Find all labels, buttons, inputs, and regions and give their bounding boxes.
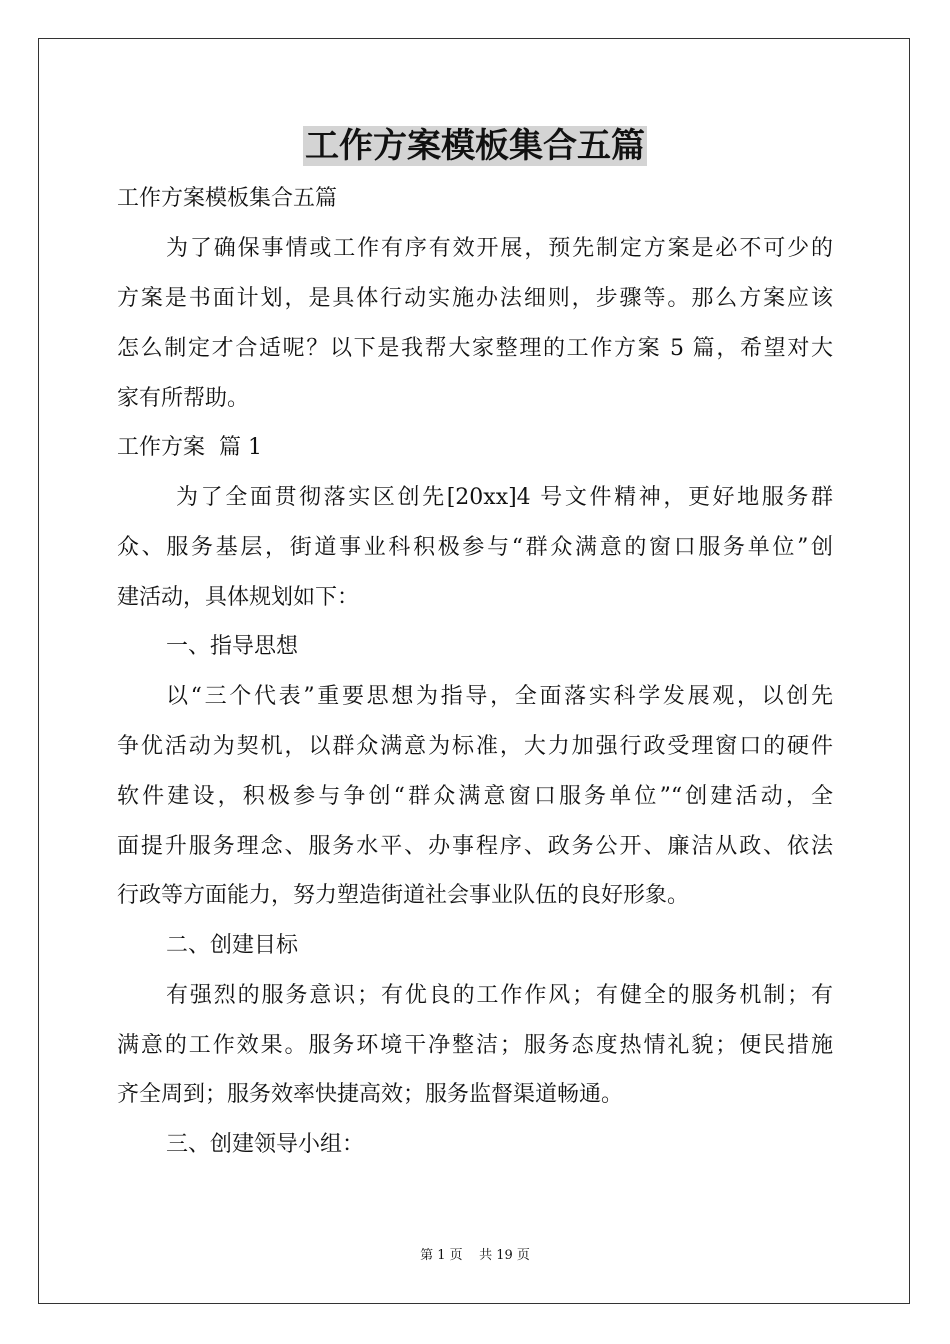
heading-guiding-thought: 一、指导思想	[166, 634, 299, 659]
intro-line-1: 为了确保事情或工作有序有效开展，预先制定方案是必不可少的	[166, 236, 833, 261]
intro-line-3: 怎么制定才合适呢？以下是我帮大家整理的工作方案 5 篇，希望对大	[117, 336, 833, 361]
intro-line-4: 家有所帮助。	[117, 386, 250, 411]
goal-line-3: 齐全周到；服务效率快捷高效；服务监督渠道畅通。	[117, 1082, 624, 1107]
section-heading-1: 工作方案 篇 1	[117, 435, 262, 460]
heading-creation-goal: 二、创建目标	[166, 933, 299, 958]
guiding-line-1: 以“三个代表”重要思想为指导，全面落实科学发展观，以创先	[166, 684, 833, 709]
intro-line-2: 方案是书面计划，是具体行动实施办法细则，步骤等。那么方案应该	[117, 286, 833, 311]
page-border	[38, 38, 910, 1304]
heading-leadership-group: 三、创建领导小组：	[166, 1132, 365, 1157]
document-title-text: 工作方案模板集合五篇	[305, 126, 645, 166]
section1-line-3: 建活动，具体规划如下：	[117, 585, 360, 610]
guiding-line-5: 行政等方面能力，努力塑造街道社会事业队伍的良好形象。	[117, 883, 690, 908]
section1-line-2: 众、服务基层，街道事业科积极参与“群众满意的窗口服务单位”创	[117, 535, 833, 560]
page-footer: 第 1 页 共 19 页	[420, 1248, 530, 1263]
guiding-line-2: 争优活动为契机，以群众满意为标准，大力加强行政受理窗口的硬件	[117, 734, 833, 759]
section1-line-1: 为了全面贯彻落实区创先[20xx]4 号文件精神，更好地服务群	[176, 485, 833, 510]
document-subtitle: 工作方案模板集合五篇	[117, 186, 338, 211]
guiding-line-4: 面提升服务理念、服务水平、办事程序、政务公开、廉洁从政、依法	[117, 834, 833, 859]
document-title	[0, 122, 950, 170]
goal-line-2: 满意的工作效果。服务环境干净整洁；服务态度热情礼貌；便民措施	[117, 1033, 833, 1058]
guiding-line-3: 软件建设，积极参与争创“群众满意窗口服务单位”“创建活动，全	[117, 784, 833, 809]
goal-line-1: 有强烈的服务意识；有优良的工作作风；有健全的服务机制；有	[166, 983, 833, 1008]
